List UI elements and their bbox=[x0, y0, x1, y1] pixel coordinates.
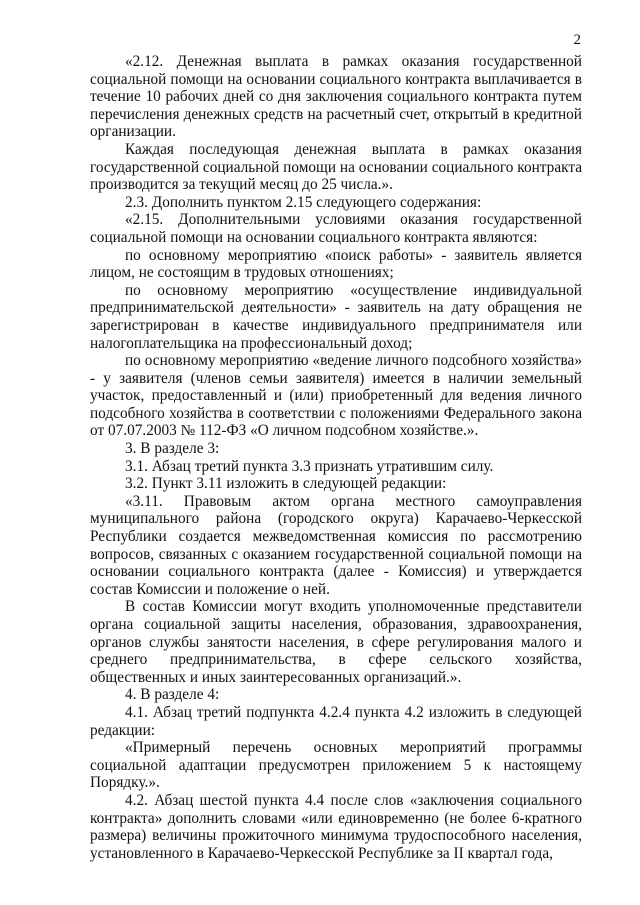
paragraph-job-search: по основному мероприятию «поиск работы» - заявитель является лицом, не состоящим в трудовых отношениях; bbox=[90, 246, 582, 282]
paragraph-2-12: «2.12. Денежная выплата в рамках оказания государственной социальной помощи на основании социального контракта выплачивается в течение 10 рабочих дней со дня заключения социального контракта путем перечисления денежных средств на расчетный счет, открытый в кредитной организации. bbox=[90, 53, 582, 141]
paragraph-4-2: 4.2. Абзац шестой пункта 4.4 после слов «заключения социального контракта» дополнить словами «или единовременно (не более 6-кратного размера) величины прожиточного минимума трудоспособного населения, установленного в Карачаево-Черкесской Республике за II квартал года, bbox=[90, 791, 582, 862]
paragraph-3-11: «3.11. Правовым актом органа местного самоуправления муниципального района (городского округа) Карачаево-Черкесской Республики создается межведомственная комиссия по рассмотрению вопросов, связанных с оказанием государственной социальной помощи на основании социального контракта (далее - Комиссия) и утверждается состав Комиссии и положение о ней. bbox=[90, 492, 582, 598]
document-body bbox=[90, 53, 582, 862]
page-number: 2 bbox=[573, 32, 581, 48]
paragraph-3-1: 3.1. Абзац третий пункта 3.3 признать утратившим силу. bbox=[125, 457, 494, 475]
paragraph-entrepreneurship: по основному мероприятию «осуществление индивидуальной предпринимательской деятельности» - заявитель на дату обращения не зарегистрирован в качестве индивидуального предпринимателя или налогоплательщика на профессиональный доход; bbox=[90, 281, 582, 352]
paragraph-subsequent-payment: Каждая последующая денежная выплата в рамках оказания государственной социальной помощи на основании социального контракта производится за текущий месяц до 25 числа.». bbox=[90, 140, 582, 194]
paragraph-section-3: 3. В разделе 3: bbox=[125, 440, 220, 458]
paragraph-2-15: «2.15. Дополнительными условиями оказания государственной социальной помощи на основании социального контракта являются: bbox=[90, 211, 582, 246]
paragraph-household-plot: по основному мероприятию «ведение личного подсобного хозяйства» - у заявителя (членов семьи заявителя) имеется в наличии земельный участок, предоставленный и (или) приобретенный для ведения личного подсобного хозяйства в соответствии с положениями Федерального закона от 07.07.2003 № 112-ФЗ «О личном подсобном хозяйстве.». bbox=[90, 352, 582, 440]
paragraph-4-1: 4.1. Абзац третий подпункта 4.2.4 пункта 4.2 изложить в следующей редакции: bbox=[90, 703, 582, 739]
paragraph-adaptation-program: «Примерный перечень основных мероприятий программы социальной адаптации предусмотрен приложением 5 к настоящему Порядку.». bbox=[90, 739, 582, 792]
paragraph-commission-members: В состав Комиссии могут входить уполномоченные представители органа социальной защиты населения, образования, здравоохранения, органов службы занятости населения, в сфере регулирования малого и среднего предпринимательства, в сфере сельского хозяйства, общественных и иных заинтересованных организаций.». bbox=[90, 598, 582, 686]
paragraph-2-3: 2.3. Дополнить пунктом 2.15 следующего содержания: bbox=[125, 193, 482, 211]
paragraph-section-4: 4. В разделе 4: bbox=[125, 686, 220, 704]
paragraph-3-2: 3.2. Пункт 3.11 изложить в следующей редакции: bbox=[125, 475, 447, 493]
